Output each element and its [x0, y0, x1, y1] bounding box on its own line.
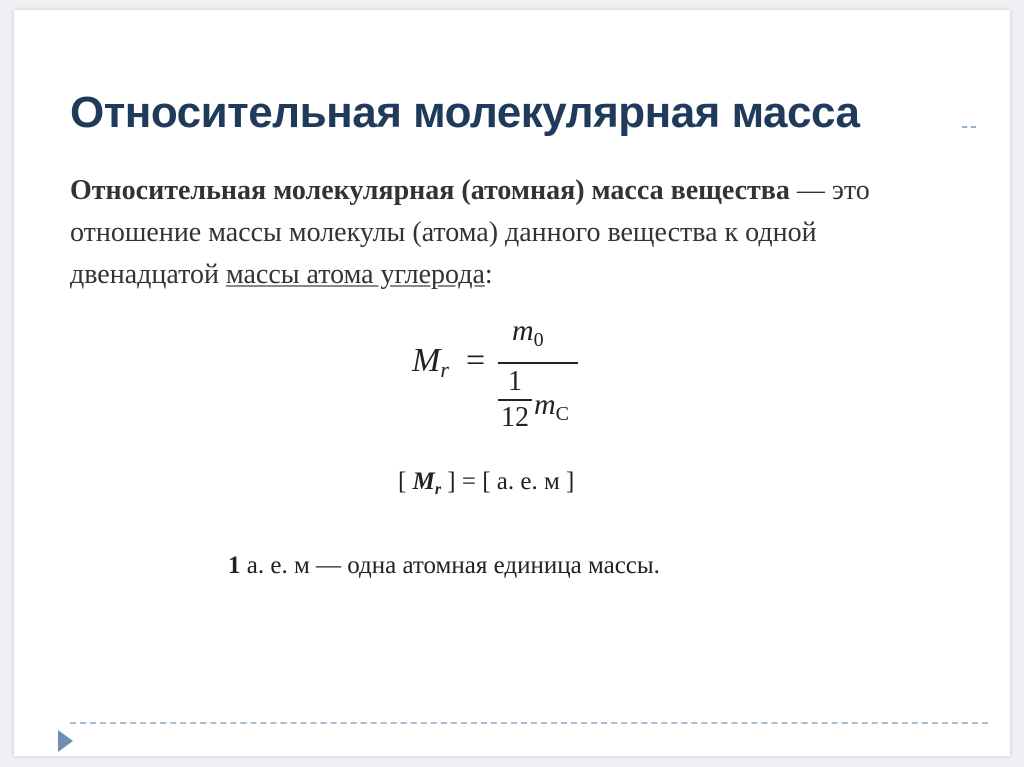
fraction-bar: [498, 399, 532, 401]
definition-paragraph: [70, 170, 950, 296]
carbon-mass-link[interactable]: массы атома углерода: [225, 259, 485, 290]
definition-text: — это отношение массы молекулы (атома) данного вещества к одной двенадцатой: [70, 175, 870, 290]
fraction-denominator: 12: [501, 402, 529, 433]
footer-divider: [70, 722, 988, 724]
relative-mass-formula: [394, 310, 634, 450]
play-triangle-icon[interactable]: [58, 730, 73, 752]
formula-lhs: $M_r$: [412, 342, 449, 382]
amu-note: 1 а. е. м — одна атомная единица массы.: [228, 552, 660, 579]
title-decoration-dash: [962, 126, 976, 128]
definition-trailing: :: [484, 259, 493, 290]
formula-equals: =: [466, 342, 486, 379]
slide-title: Относительная молекулярная масса: [70, 88, 860, 137]
formula-numerator: $m_0$: [512, 314, 544, 351]
formula-carbon-mass: $m_C$: [534, 388, 570, 425]
fraction-numerator: 1: [508, 366, 522, 397]
slide: [14, 10, 1010, 756]
formula-fraction-bar: [498, 362, 578, 364]
definition-term: Относительная молекулярная (атомная) масса вещества: [70, 175, 790, 206]
formula-one-twelfth: [498, 366, 532, 434]
unit-line: [ $M_r$ ] = [ а. е. м ]: [398, 468, 575, 498]
unit-symbol: $M_r$: [412, 468, 442, 498]
